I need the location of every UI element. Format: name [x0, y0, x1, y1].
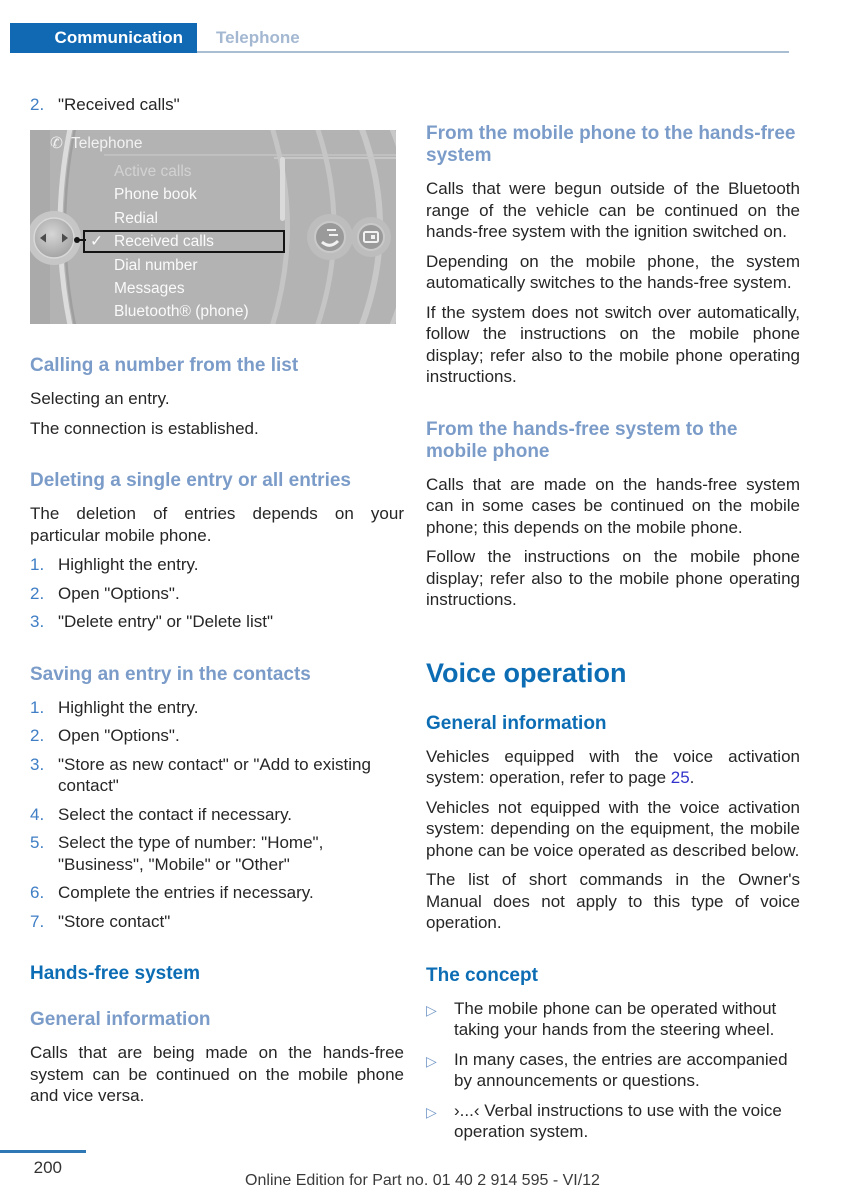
list-item	[30, 554, 404, 576]
heading-mobile-to-handsfree: From the mobile phone to the hands-free system	[426, 123, 796, 166]
triangle-bullet-icon: ▷	[426, 1103, 437, 1120]
page-number: 200	[33, 1158, 62, 1177]
paragraph: Selecting an entry.	[30, 389, 170, 408]
step-text: Open "Options".	[58, 726, 180, 745]
step-number: 2.	[30, 95, 45, 114]
step-number: 5.	[30, 833, 45, 852]
footer-rule	[0, 1150, 86, 1153]
bullet-text: In many cases, the entries are accompanied by announcements or questions.	[454, 1049, 788, 1090]
step-text: Open "Options".	[58, 583, 180, 603]
step-number: 2.	[30, 583, 45, 603]
list-item	[30, 882, 404, 904]
step-text: Select the type of number: "Home", "Business", "Mobile" or "Other"	[58, 833, 324, 874]
heading-calling-a-number: Calling a number from the list	[30, 355, 299, 376]
screen-menu	[90, 160, 249, 324]
checkmark-icon: ✓	[90, 233, 103, 251]
heading-general-information-right: General information	[426, 712, 607, 734]
list-item	[30, 832, 404, 875]
edition-note: Online Edition for Part no. 01 40 2 914 595 - VI/12	[245, 1172, 600, 1189]
step-number: 6.	[30, 883, 45, 902]
paragraph-with-pageref	[426, 746, 800, 789]
step-text: "Store as new contact" or "Add to existing contact"	[58, 754, 371, 795]
step-number: 3.	[30, 754, 45, 774]
menu-item-received-calls	[90, 230, 249, 253]
step-number: 3.	[30, 612, 45, 631]
list-item	[426, 1049, 800, 1092]
bullet-text: ›...‹ Verbal instructions to use with the voice operation system.	[454, 1100, 782, 1141]
step-text: Highlight the entry.	[58, 555, 199, 574]
paragraph: The list of short commands in the Owner's Manual does not apply to this type of voice operation.	[426, 870, 800, 932]
idrive-screenshot	[30, 130, 396, 324]
list-item	[426, 1100, 800, 1143]
paragraph: Follow the instructions on the mobile phone display; refer also to the mobile phone operating instructions.	[426, 547, 800, 609]
menu-item-label: Received calls	[114, 233, 214, 251]
step-text: "Delete entry" or "Delete list"	[58, 612, 273, 631]
deleting-steps-list	[30, 554, 404, 633]
step-text: "Store contact"	[58, 911, 171, 931]
paragraph: The connection is established.	[30, 418, 259, 438]
list-item	[30, 911, 404, 933]
heading-the-concept: The concept	[426, 964, 538, 986]
paragraph-text: Vehicles equipped with the voice activation system: operation, refer to page	[426, 746, 800, 787]
voice-control-icon	[315, 222, 345, 252]
step-text: Highlight the entry.	[58, 697, 199, 717]
saving-steps-list	[30, 697, 404, 933]
step-number: 7.	[30, 911, 45, 931]
heading-hands-free-system: Hands-free system	[30, 963, 201, 984]
step-label: "Received calls"	[58, 95, 180, 114]
step-number: 1.	[30, 697, 45, 717]
triangle-bullet-icon: ▷	[426, 1052, 437, 1069]
right-column	[426, 92, 800, 1151]
screen-title: Telephone	[71, 134, 143, 152]
tab-telephone	[216, 23, 300, 53]
step-number: 1.	[30, 555, 45, 574]
menu-item-active-calls: Active calls	[114, 163, 192, 180]
heading-handsfree-to-mobile: From the hands-free system to the mobile phone	[426, 418, 738, 462]
heading-deleting-entries: Deleting a single entry or all entries	[30, 470, 351, 491]
menu-item-dial-number: Dial number	[114, 256, 198, 274]
step-text: Select the contact if necessary.	[58, 804, 293, 824]
list-item	[30, 697, 404, 719]
list-item	[30, 611, 404, 633]
tab-communication-label: Communication	[54, 28, 183, 47]
list-item	[30, 804, 404, 826]
paragraph: Depending on the mobile phone, the system automatically switches to the hands-free system.	[426, 251, 800, 292]
menu-item-bluetooth: Bluetooth® (phone)	[114, 303, 249, 321]
selection-box	[83, 230, 285, 253]
triangle-bullet-icon: ▷	[426, 1001, 437, 1018]
paragraph: Calls that were begun outside of the Bluetooth range of the vehicle can be continued on the hands-free system with the ignition switched on.	[426, 179, 800, 241]
paragraph: The deletion of entries depends on your particular mobile phone.	[30, 504, 404, 545]
paragraph: Calls that are made on the hands-free system can in some cases be continued on the mobile phone; this depends on the mobile phone.	[426, 474, 800, 537]
menu-item-redial: Redial	[114, 209, 158, 227]
page-body	[30, 92, 800, 1151]
step-number: 2.	[30, 726, 45, 745]
list-item	[426, 998, 800, 1041]
numbered-step-received-calls	[30, 94, 404, 116]
list-item	[30, 583, 404, 605]
menu-item-phone-book: Phone book	[114, 186, 197, 204]
tab-communication	[10, 23, 197, 53]
paragraph-text: .	[689, 768, 695, 787]
paragraph: Calls that are being made on the hands-free system can be continued on the mobile phone and vice versa.	[30, 1043, 404, 1105]
list-item	[30, 725, 404, 747]
page-reference-link[interactable]: 25	[670, 768, 690, 787]
display-dot-shape	[371, 235, 375, 239]
list-item	[30, 754, 404, 797]
screen-title-bar	[50, 134, 143, 153]
scroll-indicator	[280, 157, 285, 221]
tab-telephone-label: Telephone	[216, 28, 300, 47]
step-text: Complete the entries if necessary.	[58, 883, 314, 902]
bullet-text: The mobile phone can be operated without taking your hands from the steering wheel.	[454, 998, 777, 1039]
left-column	[30, 92, 404, 1151]
telephone-icon: ✆	[50, 135, 63, 152]
heading-general-information-left: General information	[30, 1009, 211, 1030]
heading-voice-operation: Voice operation	[426, 657, 627, 688]
concept-bullet-list	[426, 998, 800, 1143]
heading-saving-entry: Saving an entry in the contacts	[30, 663, 311, 685]
menu-item-messages: Messages	[114, 279, 185, 297]
paragraph: Vehicles not equipped with the voice activation system: depending on the equipment, the mobile phone can be voice operated as described below.	[426, 797, 800, 860]
step-number: 4.	[30, 804, 45, 824]
paragraph: If the system does not switch over automatically, follow the instructions on the mobile phone display; refer also to the mobile phone operating instructions.	[426, 302, 800, 386]
